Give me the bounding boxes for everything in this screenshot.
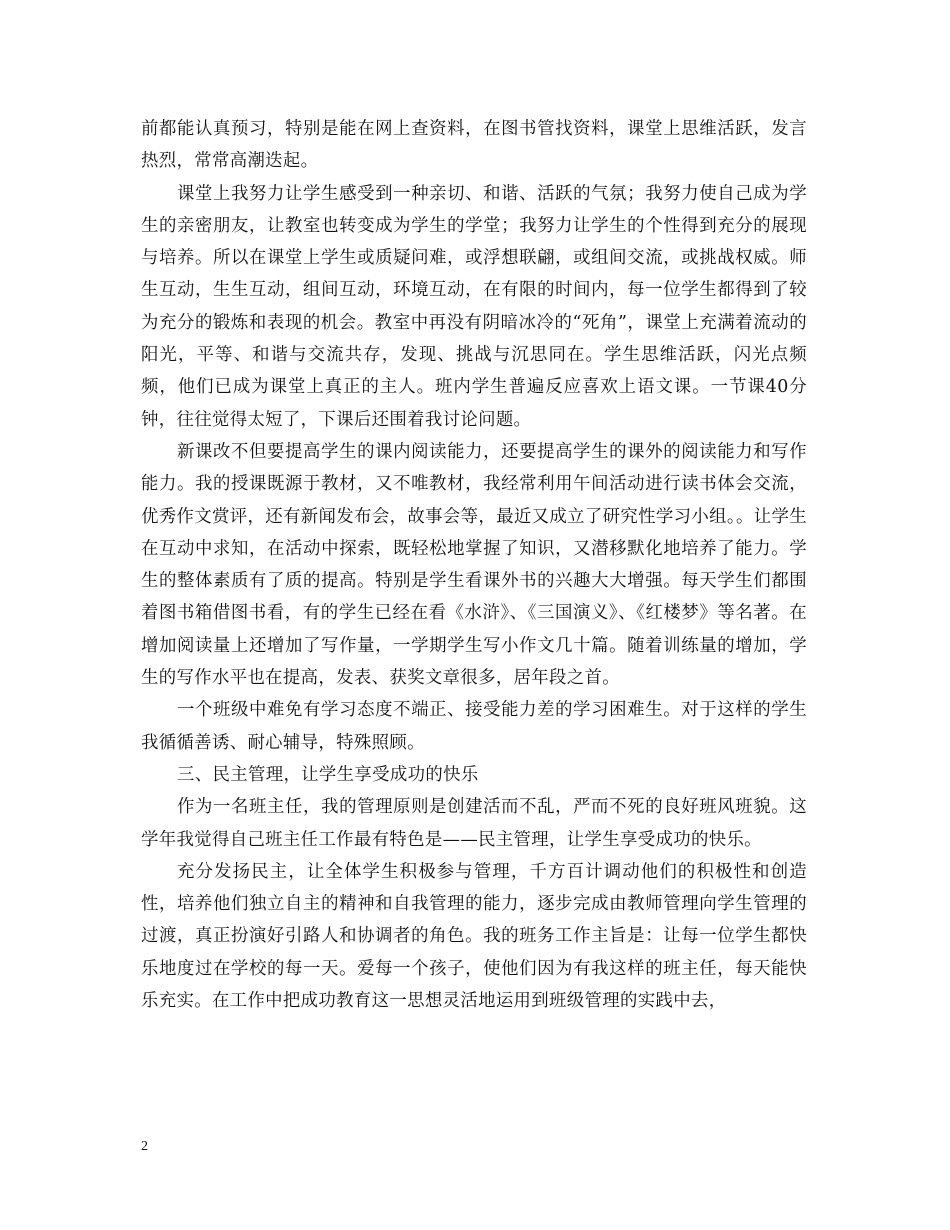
document-body: [141, 113, 807, 1017]
paragraph-reading-writing: 新课改不但要提高学生的课内阅读能力，还要提高学生的课外的阅读能力和写作能力。我的授课既源于教材，又不唯教材，我经常利用午间活动进行读书体会交流，优秀作文赏评，还有新闻发布会，故事会等，最近又成立了研究性学习小组。。让学生在互动中求知，在活动中探索，既轻松地掌握了知识，又潜移默化地培养了能力。学生的整体素质有了质的提高。特别是学生看课外书的兴趣大大增强。每天学生们都围着图书箱借图书看，有的学生已经在看《水浒》、《三国演义》、《红楼梦》等名著。在增加阅读量上还增加了写作量，一学期学生写小作文几十篇。随着训练量的增加，学生的写作水平也在提高，发表、获奖文章很多，居年段之首。: [141, 441, 807, 689]
paragraph-student-participation: 充分发扬民主，让全体学生积极参与管理，千方百计调动他们的积极性和创造性，培养他们独立自主的精神和自我管理的能力，逐步完成由教师管理向学生管理的过渡，真正扮演好引路人和协调者的角色。我的班务工作主旨是：让每一位学生都快乐地度过在学校的每一天。爱每一个孩子，使他们因为有我这样的班主任，每天能快乐充实。在工作中把成功教育这一思想灵活地运用到班级管理的实践中去，: [141, 861, 807, 1012]
paragraph-management-principle: 作为一名班主任，我的管理原则是创建活而不乱，严而不死的良好班风班貌。这学年我觉得自己班主任工作最有特色是——民主管理，让学生享受成功的快乐。: [141, 797, 807, 850]
section-heading-democratic-management: 三、民主管理，让学生享受成功的快乐: [177, 764, 479, 785]
paragraph-struggling-students: 一个班级中难免有学习态度不端正、接受能力差的学习困难生。对于这样的学生我循循善诱、耐心辅导，特殊照顾。: [141, 700, 807, 753]
paragraph-classroom-atmosphere: 课堂上我努力让学生感受到一种亲切、和谐、活跃的气氛；我努力使自己成为学生的亲密朋友，让教室也转变成为学生的学堂；我努力让学生的个性得到充分的展现与培养。所以在课堂上学生或质疑问难，或浮想联翩，或组间交流，或挑战权威。师生互动，生生互动，组间互动，环境互动，在有限的时间内，每一位学生都得到了较为充分的锻炼和表现的机会。教室中再没有阴暗冰冷的“死角”，课堂上充满着流动的阳光，平等、和谐与交流共存，发现、挑战与沉思同在。学生思维活跃，闪光点频频，他们已成为课堂上真正的主人。班内学生普遍反应喜欢上语文课。一节课40分钟，往往觉得太短了，下课后还围着我讨论问题。: [141, 183, 807, 430]
page-number: 2: [141, 1139, 148, 1154]
paragraph-continued-preview: 前都能认真预习，特别是能在网上查资料，在图书管找资料，课堂上思维活跃，发言热烈，常常高潮迭起。: [141, 119, 807, 172]
